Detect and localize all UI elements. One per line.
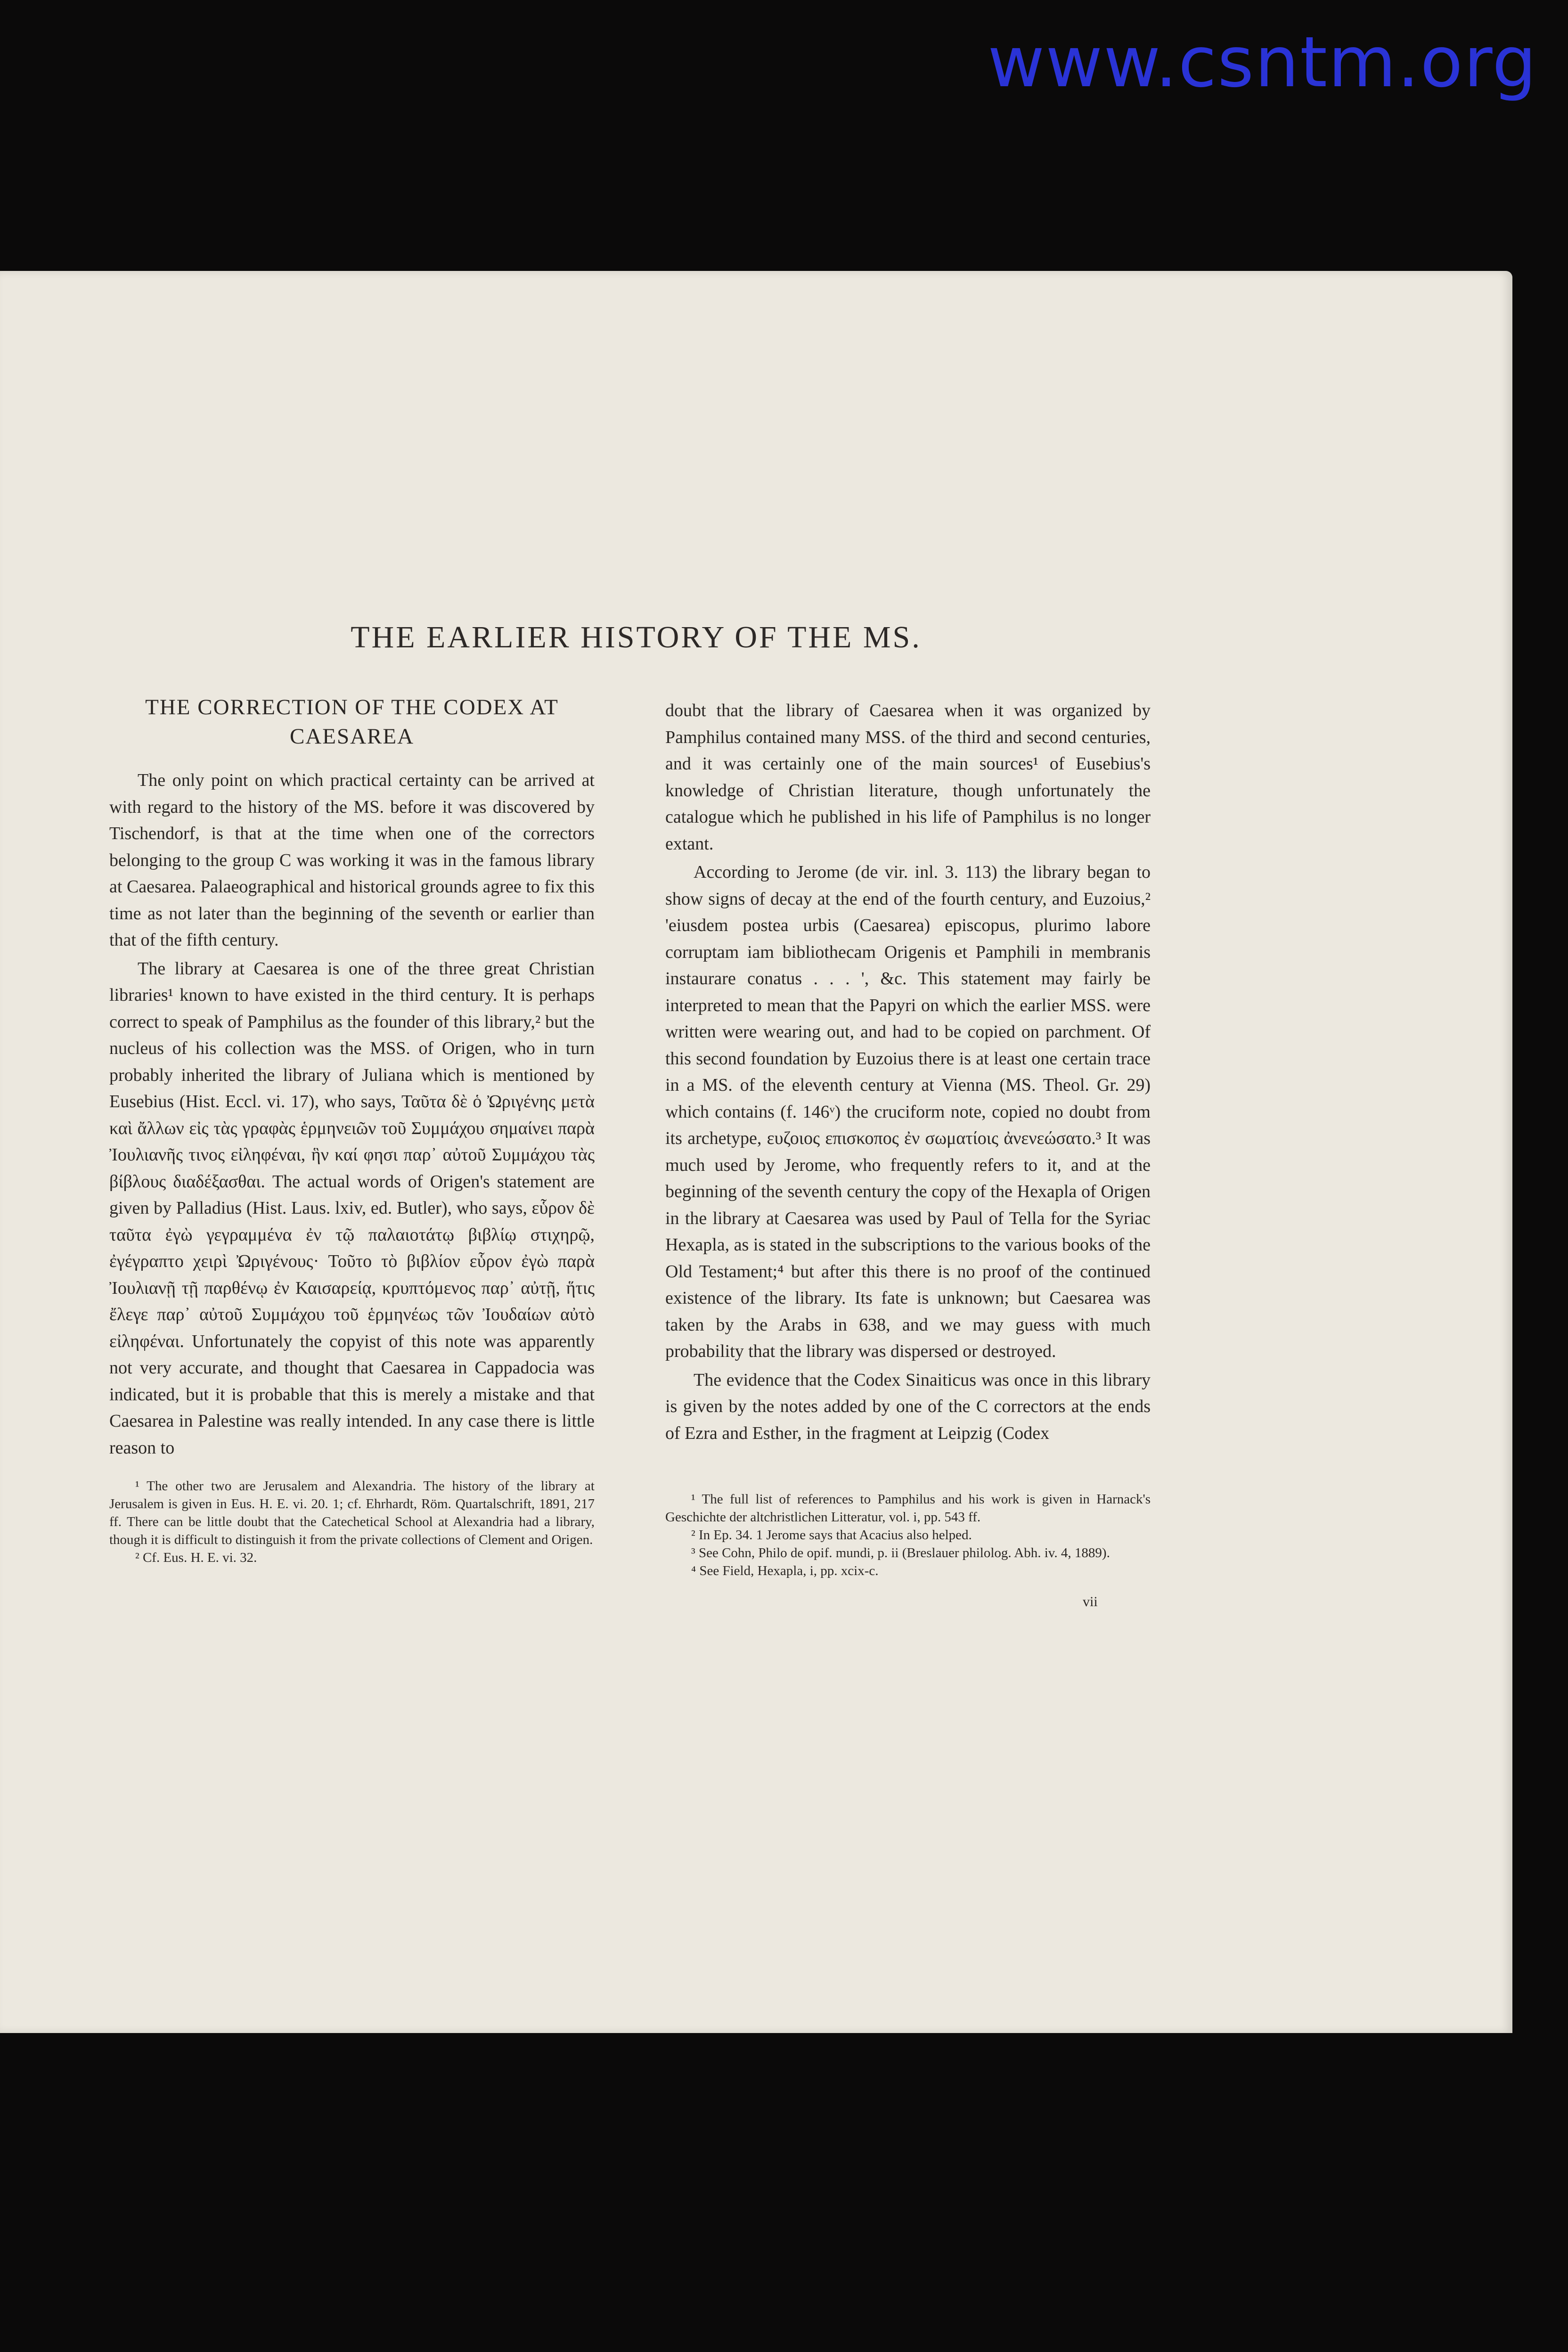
right-column	[665, 697, 1151, 1448]
paragraph: According to Jerome (de vir. inl. 3. 113) the library began to show signs of decay at the end of the fourth century, and Euzoius,² 'eiusdem postea urbis (Caesarea) episcopus, plurimo labore corruptam iam bibliothecam Origenis et Pamphili in membranis instaurare conatus . . . ', &c. This statement may fairly be interpreted to mean that the Papyri on which the earlier MSS. were written were wearing out, and had to be copied on parchment. Of this second foundation by Euzoius there is at least one certain trace in a MS. of the eleventh century at Vienna (MS. Theol. Gr. 29) which contains (f. 146ᵛ) the cruciform note, copied no doubt from its archetype, ευζοιος επισκοπος ἐν σωματίοις ἀνενεώσατο.³ It was much used by Jerome, who frequently refers to it, and at the beginning of the seventh century the copy of the Hexapla of Origen in the library at Caesarea was used by Paul of Tella for the Syriac Hexapla, as is stated in the subscriptions to the various books of the Old Testament;⁴ but after this there is no proof of the continued existence of the library. Its fate is unknown; but Caesarea was taken by the Arabs in 638, and we may guess with much probability that the library was dispersed or destroyed.	[665, 862, 1151, 1361]
footnote: ² Cf. Eus. H. E. vi. 32.	[135, 1550, 257, 1565]
left-footnotes	[109, 1477, 595, 1567]
right-footnotes	[665, 1490, 1151, 1580]
left-column	[109, 693, 595, 1463]
paragraph: The evidence that the Codex Sinaiticus was once in this library is given by the notes added by one of the C correctors at the ends of Ezra and Esther, in the fragment at Leipzig (Codex	[665, 1370, 1151, 1443]
footnote: ¹ The other two are Jerusalem and Alexandria. The history of the library at Jerusalem is given in Eus. H. E. vi. 20. 1; cf. Ehrhardt, Röm. Quartalschrift, 1891, 217 ff. There can be little doubt that the Catechetical School at Alexandria had a library, though it is difficult to distinguish it from the private collections of Clement and Origen.	[109, 1478, 595, 1547]
paragraph: doubt that the library of Caesarea when it was organized by Pamphilus contained many MSS. of the third and second centuries, and it was certainly one of the main sources¹ of Eusebius's knowledge of Christian literature, though unfortunately the catalogue which he published in his life of Pamphilus is no longer extant.	[665, 701, 1151, 854]
section-heading: THE CORRECTION OF THE CODEX AT CAESAREA	[145, 695, 559, 749]
paragraph: The only point on which practical certainty can be arrived at with regard to the history of the MS. before it was discovered by Tischendorf, is that at the time when one of the correctors belonging to the group C was working it was in the famous library at Caesarea. Palaeographical and historical grounds agree to fix this time as not later than the beginning of the seventh or earlier than that of the fifth century.	[109, 770, 595, 950]
watermark: www.csntm.org	[988, 22, 1537, 103]
page-title: THE EARLIER HISTORY OF THE MS.	[351, 620, 922, 654]
paragraph: The library at Caesarea is one of the three great Christian libraries¹ known to have existed in the third century. It is perhaps correct to speak of Pamphilus as the founder of this library,² but the nucleus of his collection was the MSS. of Origen, who in turn probably inherited the library of Juliana which is mentioned by Eusebius (Hist. Eccl. vi. 17), who says, Ταῦτα δὲ ὁ Ὠριγένης μετὰ καὶ ἄλλων εἰς τὰς γραφὰς ἑρμηνειῶν τοῦ Συμμάχου σημαίνει παρὰ Ἰουλιανῆς τινος εἰληφέναι, ἣν καί φησι παρ᾽ αὐτοῦ Συμμάχου τὰς βίβλους διαδέξασθαι. The actual words of Origen's statement are given by Palladius (Hist. Laus. lxiv, ed. Butler), who says, εὗρον δὲ ταῦτα ἐγὼ γεγραμμένα ἐν τῷ παλαιοτάτῳ βιβλίῳ στιχηρῷ, ἐγέγραπτο χειρὶ Ὠριγένους· Τοῦτο τὸ βιβλίον εὗρον ἐγὼ παρὰ Ἰουλιανῇ τῇ παρθένῳ ἐν Καισαρείᾳ, κρυπτόμενος παρ᾽ αὐτῇ, ἥτις ἔλεγε παρ᾽ αὐτοῦ Συμμάχου τοῦ ἑρμηνέως τῶν Ἰουδαίων αὐτὸ εἰληφέναι. Unfortunately the copyist of this note was apparently not very accurate, and thought that Caesarea in Cappadocia was indicated, but it is probable that this is merely a mistake and that Caesarea in Palestine was really intended. In any case there is little reason to	[109, 958, 595, 1458]
footnote: ⁴ See Field, Hexapla, i, pp. xcix-c.	[691, 1563, 879, 1578]
footnote: ² In Ep. 34. 1 Jerome says that Acacius also helped.	[691, 1527, 972, 1543]
footnote: ³ See Cohn, Philo de opif. mundi, p. ii (Breslauer philolog. Abh. iv. 4, 1889).	[691, 1545, 1110, 1560]
page-number: vii	[1083, 1594, 1098, 1609]
footnote: ¹ The full list of references to Pamphilus and his work is given in Harnack's Geschichte der altchristlichen Litteratur, vol. i, pp. 543 ff.	[665, 1492, 1151, 1525]
book-page	[0, 271, 1512, 2033]
